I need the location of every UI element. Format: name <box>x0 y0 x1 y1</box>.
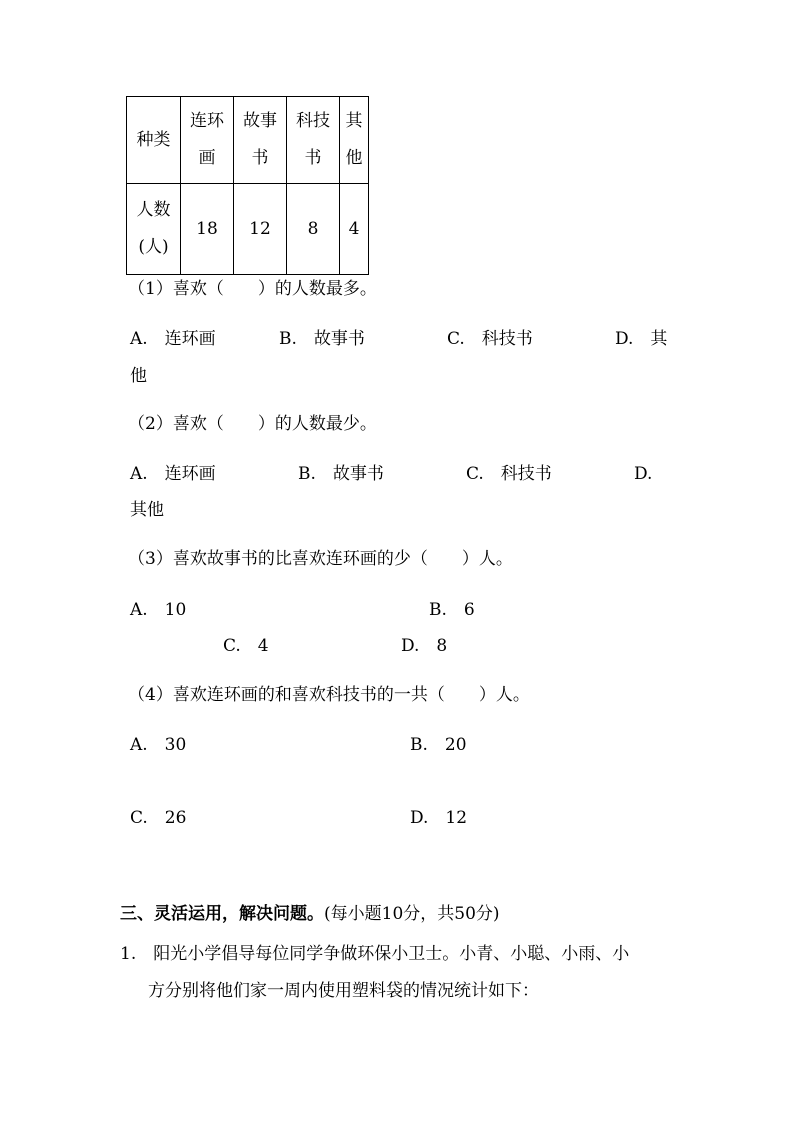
question-4-option-b[interactable]: B. 20 <box>410 735 467 755</box>
question-2-option-b[interactable]: B. 故事书 <box>298 464 384 484</box>
question-2-option-d[interactable]: D. <box>634 464 653 484</box>
category-text: 其 <box>345 111 363 131</box>
table-value-cell: 12 <box>234 184 287 275</box>
statistics-table <box>126 96 369 275</box>
question-1-option-b[interactable]: B. 故事书 <box>279 329 365 349</box>
question-2-prompt: （2）喜欢（ ）的人数最少。 <box>128 414 377 434</box>
problem-1-line-1: 1. 阳光小学倡导每位同学争做环保小卫士。小青、小聪、小雨、小 <box>120 944 630 964</box>
question-4-prompt: （4）喜欢连环画的和喜欢科技书的一共（ ）人。 <box>128 685 530 705</box>
table-category-cell <box>234 97 287 184</box>
table-header-row <box>127 97 369 184</box>
category-text: 书 <box>251 148 269 168</box>
table-value-cell: 8 <box>287 184 340 275</box>
table-row-label <box>127 184 181 275</box>
problem-1-line-2: 方分别将他们家一周内使用塑料袋的情况统计如下： <box>148 981 539 1001</box>
question-3-option-c[interactable]: C. 4 <box>223 636 269 656</box>
question-4-option-d[interactable]: D. 12 <box>410 808 468 828</box>
question-1-prompt: （1）喜欢（ ）的人数最多。 <box>128 279 377 299</box>
question-2-option-a[interactable]: A. 连环画 <box>130 464 216 484</box>
category-text: 画 <box>198 148 216 168</box>
question-3-option-a[interactable]: A. 10 <box>130 600 187 620</box>
section-3-note: (每小题10分，共50分) <box>324 904 500 924</box>
section-3-title: 三、灵活运用，解决问题。 <box>120 904 324 924</box>
table-category-cell <box>340 97 369 184</box>
table-category-cell <box>181 97 234 184</box>
category-text: 书 <box>304 148 322 168</box>
table-category-cell <box>287 97 340 184</box>
table-header-label <box>127 97 181 184</box>
row-label-text: 人数 <box>136 200 171 220</box>
question-2-option-d-wrap: 其他 <box>130 500 164 520</box>
question-2-option-c[interactable]: C. 科技书 <box>466 464 552 484</box>
question-3-prompt: （3）喜欢故事书的比喜欢连环画的少（ ）人。 <box>128 549 513 569</box>
row-label-text: (人) <box>138 237 169 257</box>
category-text: 他 <box>345 148 363 168</box>
section-3-heading <box>120 903 500 925</box>
question-3-option-b[interactable]: B. 6 <box>429 600 475 620</box>
table-value-cell: 18 <box>181 184 234 275</box>
category-text: 科技 <box>296 111 330 131</box>
category-text: 连环 <box>190 111 224 131</box>
table-value-row <box>127 184 369 275</box>
header-label-text: 种类 <box>136 129 171 150</box>
question-1-option-a[interactable]: A. 连环画 <box>130 329 216 349</box>
question-4-option-c[interactable]: C. 26 <box>130 808 187 828</box>
question-1-option-d[interactable]: D. 其 <box>615 329 668 349</box>
question-1-option-c[interactable]: C. 科技书 <box>447 329 533 349</box>
category-text: 故事 <box>243 111 277 131</box>
question-4-option-a[interactable]: A. 30 <box>130 735 187 755</box>
question-1-option-d-wrap: 他 <box>130 366 147 386</box>
table-value-cell: 4 <box>340 184 369 275</box>
question-3-option-d[interactable]: D. 8 <box>401 636 448 656</box>
